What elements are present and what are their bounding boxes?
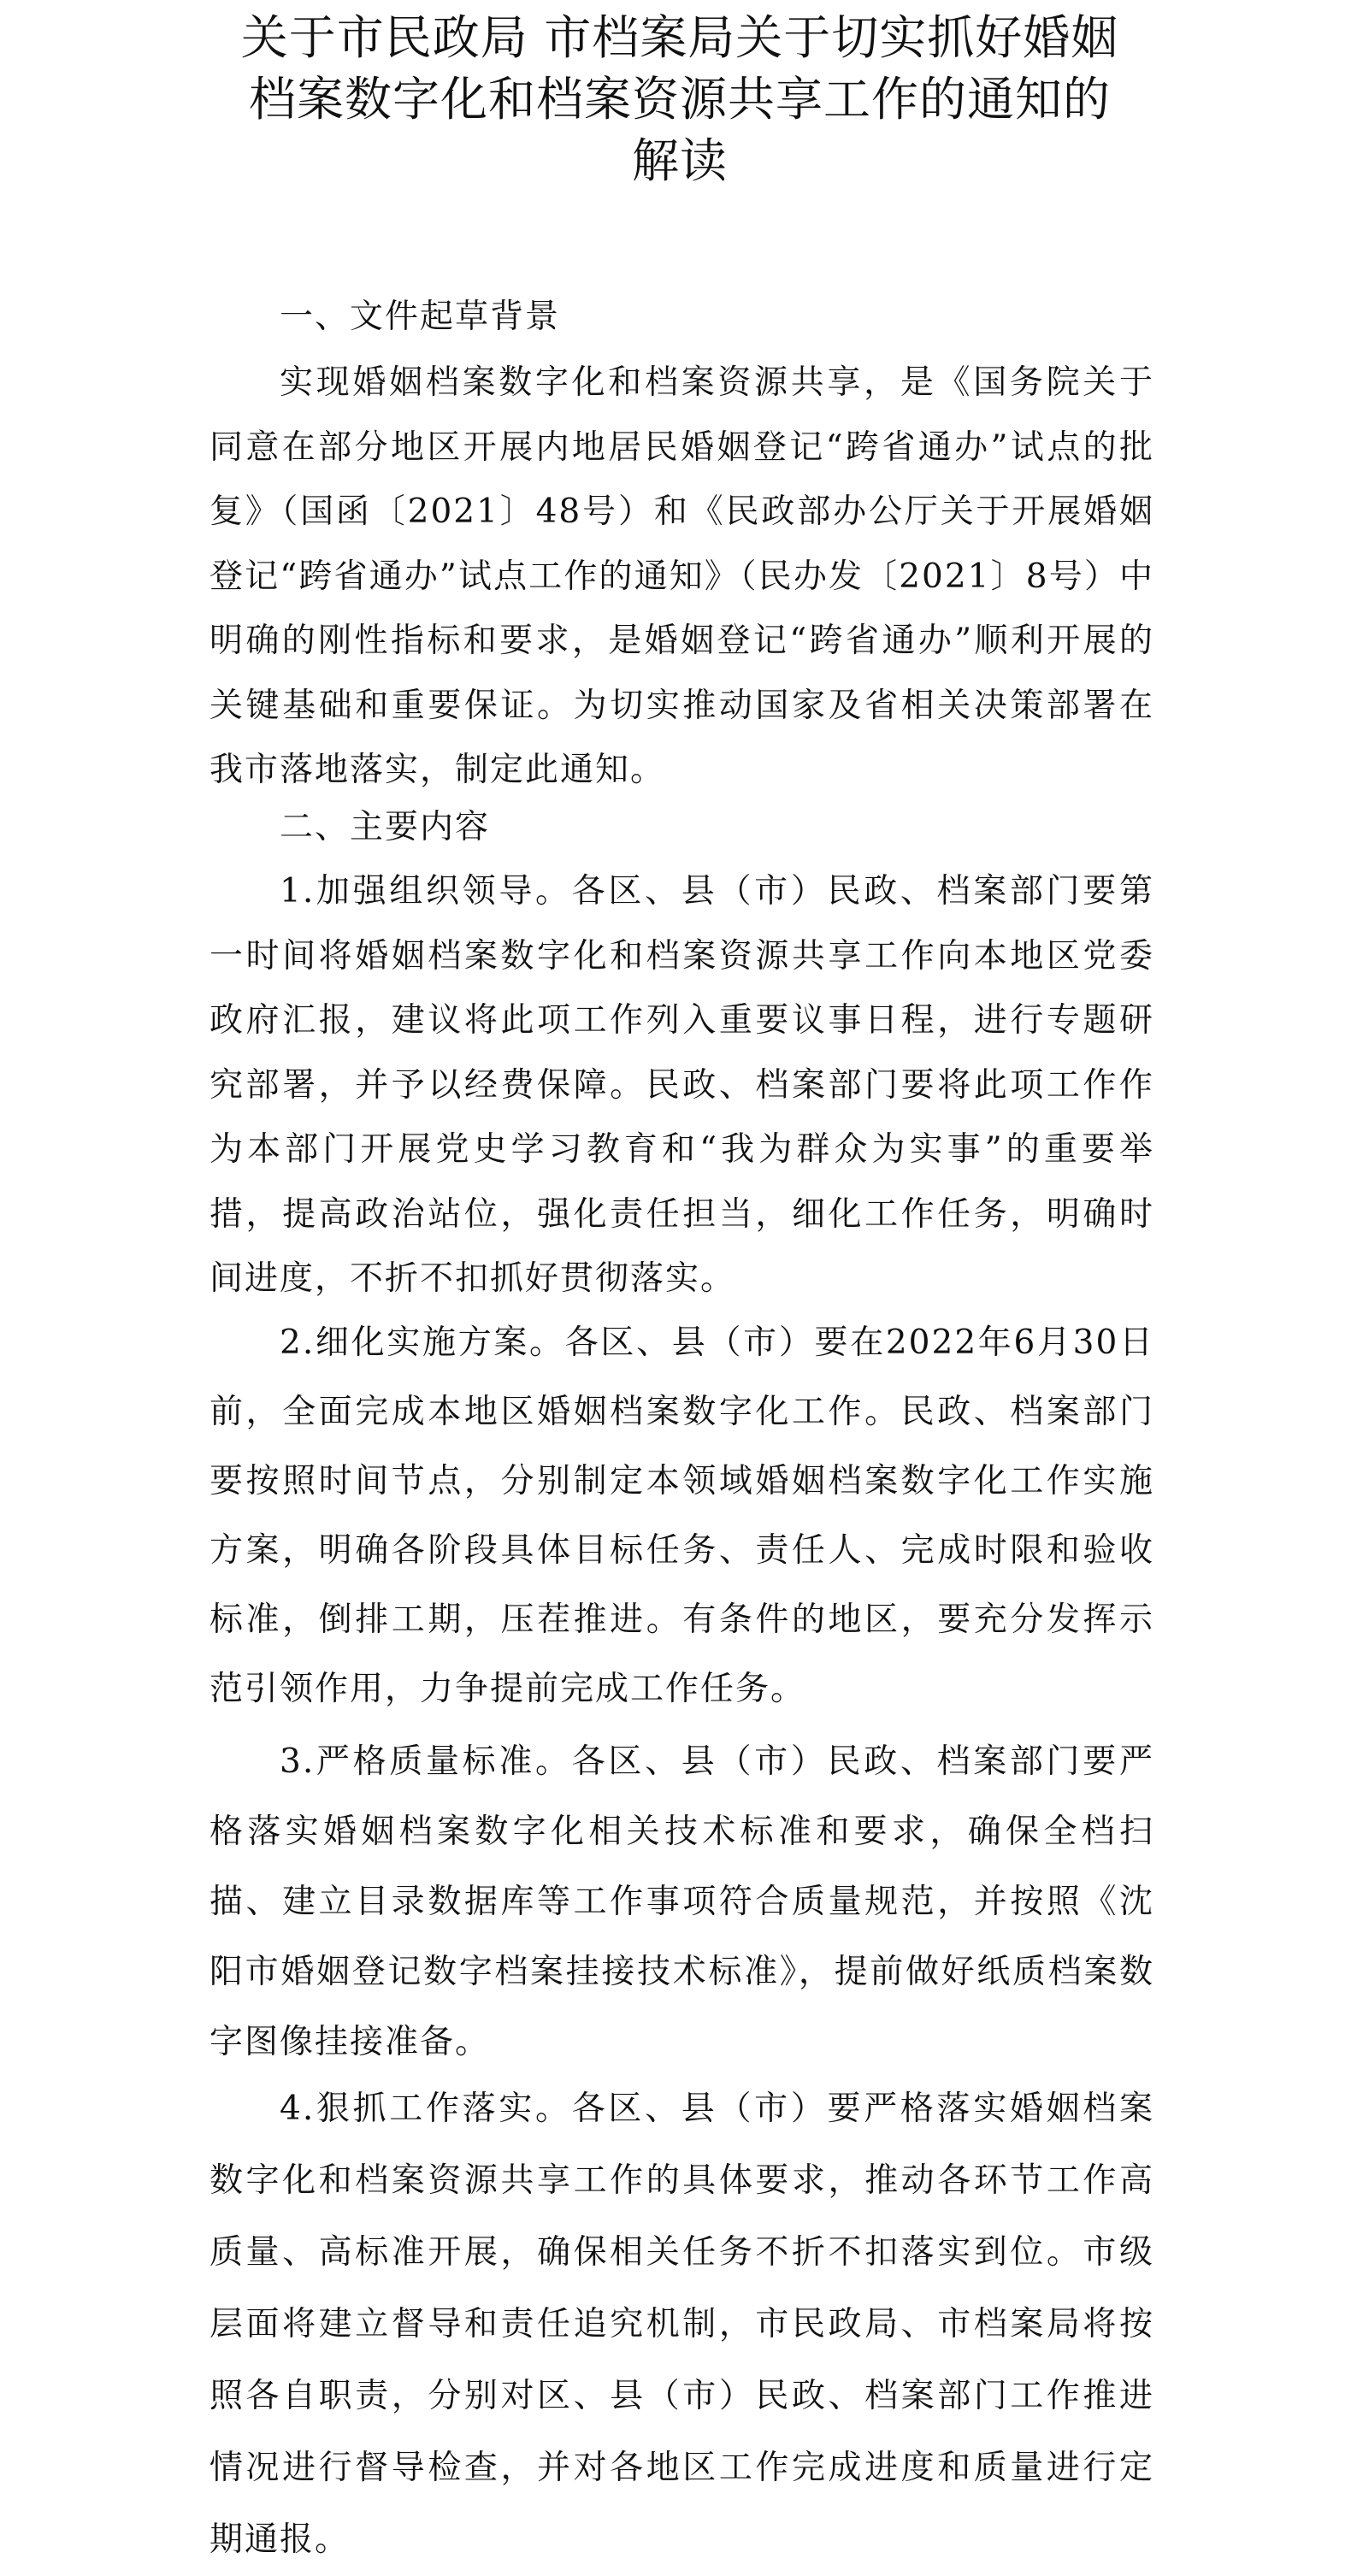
paragraph-background: 实现婚姻档案数字化和档案资源共享，是《国务院关于同意在部分地区开展内地居民婚姻登记“跨省通办”试点的批复》（国函〔2021〕48号）和《民政部办公厅关于开展婚姻登记“跨省通办”试点工作的通知》（民办发〔2021〕8号）中明确的刚性指标和要求，是婚姻登记“跨省通办”顺利开展的关键基础和重要保证。为切实推动国家及省相关决策部署在我市落地落实，制定此通知。 [209, 363, 1154, 789]
section-heading-background: 一、文件起草背景 [280, 298, 561, 336]
document-title [205, 7, 1154, 192]
title-line-3: 解读 [631, 133, 728, 188]
title-line-2: 档案数字化和档案资源共享工作的通知的 [248, 72, 1111, 127]
section-heading-main-content: 二、主要内容 [280, 808, 491, 846]
title-line-1: 关于市民政局 市档案局关于切实抓好婚姻 [240, 10, 1119, 65]
paragraph-item-2: 2.细化实施方案。各区、县（市）要在2022年6月30日前，全面完成本地区婚姻档案数字化工作。民政、档案部门要按照时间节点，分别制定本领域婚姻档案数字化工作实施方案，明确各阶段具体目标任务、责任人、完成时限和验收标准，倒排工期，压茬推进。有条件的地区，要充分发挥示范引领作用，力争提前完成工作任务。 [209, 1323, 1154, 1708]
paragraph-item-4: 4.狠抓工作落实。各区、县（市）要严格落实婚姻档案数字化和档案资源共享工作的具体要求，推动各环节工作高质量、高标准开展，确保相关任务不折不扣落实到位。市级层面将建立督导和责任追究机制，市民政局、市档案局将按照各自职责，分别对区、县（市）民政、档案部门工作推进情况进行督导检查，并对各地区工作完成进度和质量进行定期通报。 [209, 2090, 1154, 2559]
paragraph-item-3: 3.严格质量标准。各区、县（市）民政、档案部门要严格落实婚姻档案数字化相关技术标准和要求，确保全档扫描、建立目录数据库等工作事项符合质量规范，并按照《沈阳市婚姻登记数字档案挂接技术标准》，提前做好纸质档案数字图像挂接准备。 [209, 1742, 1154, 2061]
paragraph-item-1: 1.加强组织领导。各区、县（市）民政、档案部门要第一时间将婚姻档案数字化和档案资源共享工作向本地区党委政府汇报，建议将此项工作列入重要议事日程，进行专题研究部署，并予以经费保障。民政、档案部门要将此项工作作为本部门开展党史学习教育和“我为群众为实事”的重要举措，提高政治站位，强化责任担当，细化工作任务，明确时间进度，不折不扣抓好贯彻落实。 [209, 872, 1154, 1298]
